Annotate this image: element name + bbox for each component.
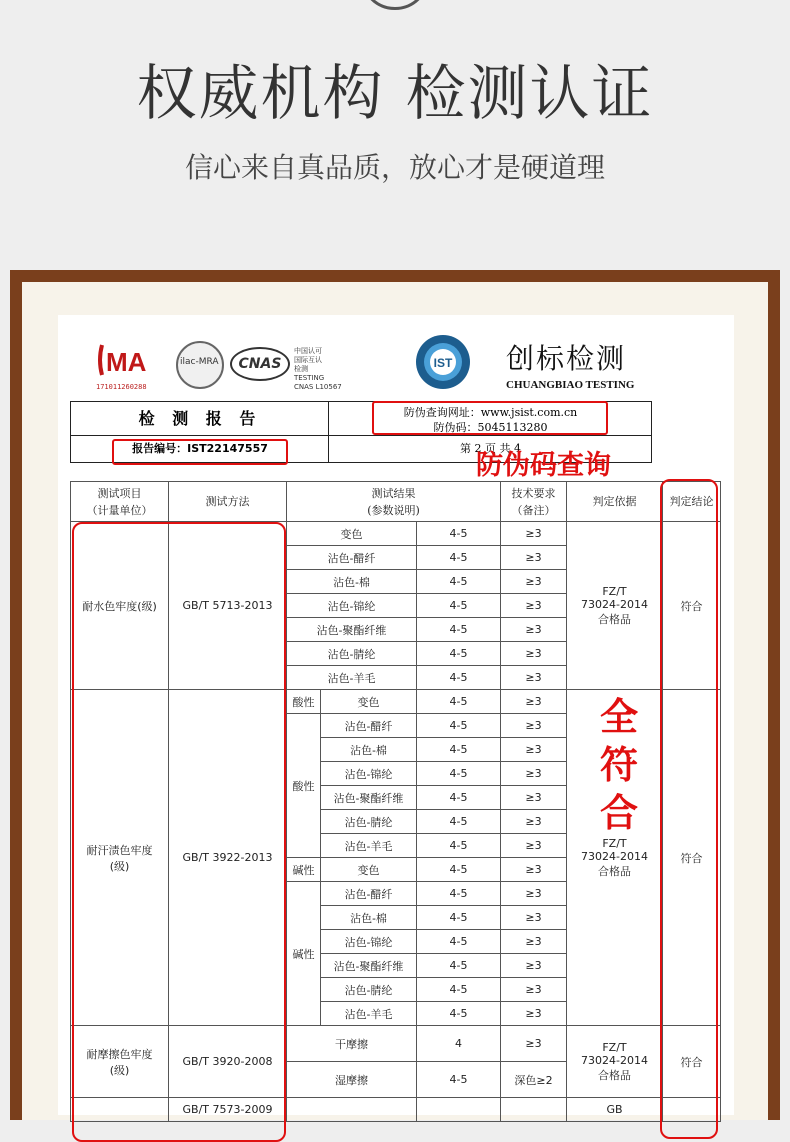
test-item-cell: 耐水色牢度(级) (71, 522, 169, 690)
requirement-cell: 深色≥2 (501, 1062, 567, 1098)
test-item-cell: 耐摩擦色牢度 (级) (71, 1026, 169, 1098)
requirement-cell: ≥3 (501, 522, 567, 546)
param-cell: 沾色-聚酯纤维 (321, 786, 417, 810)
cma-number: 171011260288 (96, 383, 147, 391)
verdict-highlight-box (660, 479, 718, 1139)
requirement-cell: ≥3 (501, 666, 567, 690)
result-cell: 4-5 (417, 906, 501, 930)
verdict-cell: 符合 (663, 1026, 721, 1098)
report-title: 检 测 报 告 (71, 402, 329, 436)
verify-highlight-box (372, 401, 608, 435)
param-cell: 沾色-锦纶 (287, 594, 417, 618)
requirement-cell: ≥3 (501, 978, 567, 1002)
result-cell: 4-5 (417, 810, 501, 834)
verify-code: 防伪码：5045113280 (433, 421, 548, 434)
test-item-cell: 耐汗渍色牢度 (级) (71, 690, 169, 1026)
test-method-cell: GB/T 3922-2013 (169, 690, 287, 1026)
basis-cell: FZ/T 73024-2014 合格品 (567, 522, 663, 690)
ist-logo-text: IST (433, 356, 453, 370)
requirement-cell: ≥3 (501, 714, 567, 738)
verdict-cell: 符合 (663, 522, 721, 690)
requirement-cell: ≥3 (501, 834, 567, 858)
param-cell: 沾色-腈纶 (287, 642, 417, 666)
param-cell: 干摩擦 (287, 1026, 417, 1062)
result-cell: 4-5 (417, 570, 501, 594)
col-header-item: 测试项目 （计量单位） (71, 482, 169, 522)
col-header-result: 测试结果 (参数说明) (287, 482, 501, 522)
ilac-logo-text: ilac-MRA (180, 357, 219, 367)
requirement-cell: ≥3 (501, 1002, 567, 1026)
requirement-cell: ≥3 (501, 594, 567, 618)
brand-name: 创标检测 (506, 342, 627, 375)
col-header-requirement: 技术要求 （备注） (501, 482, 567, 522)
param-cell: 变色 (287, 522, 417, 546)
requirement-cell: ≥3 (501, 786, 567, 810)
result-cell: 4-5 (417, 738, 501, 762)
report-number-highlight-box (112, 439, 288, 465)
result-cell: 4-5 (417, 666, 501, 690)
col-header-method: 测试方法 (169, 482, 287, 522)
requirement-cell: ≥3 (501, 618, 567, 642)
requirement-cell: ≥3 (501, 570, 567, 594)
top-ornament-circle (360, 0, 430, 10)
ist-logo-icon (414, 333, 472, 391)
param-cell: 沾色-羊毛 (321, 1002, 417, 1026)
page-subheadline: 信心来自真品质，放心才是硬道理 (184, 151, 605, 184)
param-cell: 沾色-棉 (287, 570, 417, 594)
test-method-cell: GB/T 5713-2013 (169, 522, 287, 690)
cnas-caption: 中国认可 国际互认 检测 TESTING CNAS L10567 (294, 347, 342, 391)
param-cell: 沾色-腈纶 (321, 810, 417, 834)
result-cell (417, 1098, 501, 1122)
requirement-cell: ≥3 (501, 810, 567, 834)
result-cell: 4-5 (417, 786, 501, 810)
group-label-cell: 碱性 (287, 858, 321, 882)
result-cell: 4-5 (417, 762, 501, 786)
param-cell (287, 1098, 417, 1122)
requirement-cell: ≥3 (501, 690, 567, 714)
result-cell: 4-5 (417, 642, 501, 666)
cma-logo-text: MA (106, 347, 147, 377)
requirement-cell: ≥3 (501, 738, 567, 762)
report-number: 报告编号：IST22147557 (132, 442, 268, 455)
requirement-cell: ≥3 (501, 930, 567, 954)
result-cell: 4-5 (417, 930, 501, 954)
result-cell: 4-5 (417, 546, 501, 570)
group-label-cell: 酸性 (287, 714, 321, 858)
result-cell: 4-5 (417, 1002, 501, 1026)
result-cell: 4-5 (417, 618, 501, 642)
param-cell: 沾色-聚酯纤维 (321, 954, 417, 978)
requirement-cell (501, 1098, 567, 1122)
param-cell: 湿摩擦 (287, 1062, 417, 1098)
param-cell: 变色 (321, 690, 417, 714)
param-cell: 沾色-醋纤 (321, 882, 417, 906)
requirement-cell: ≥3 (501, 1026, 567, 1062)
result-cell: 4-5 (417, 594, 501, 618)
param-cell: 沾色-醋纤 (287, 546, 417, 570)
result-cell: 4 (417, 1026, 501, 1062)
col-header-verdict: 判定结论 (663, 482, 721, 522)
logo-row (58, 325, 734, 395)
basis-cell: FZ/T 73024-2014 合格品 (567, 690, 663, 1026)
requirement-cell: ≥3 (501, 762, 567, 786)
requirement-cell: ≥3 (501, 858, 567, 882)
requirement-cell: ≥3 (501, 546, 567, 570)
basis-cell: GB (567, 1098, 663, 1122)
result-cell: 4-5 (417, 954, 501, 978)
result-cell: 4-5 (417, 714, 501, 738)
cma-logo-icon (96, 341, 166, 379)
param-cell: 沾色-羊毛 (287, 666, 417, 690)
result-cell: 4-5 (417, 690, 501, 714)
param-cell: 沾色-醋纤 (321, 714, 417, 738)
col-header-basis: 判定依据 (567, 482, 663, 522)
basis-cell: FZ/T 73024-2014 合格品 (567, 1026, 663, 1098)
requirement-cell: ≥3 (501, 642, 567, 666)
test-method-cell: GB/T 7573-2009 (169, 1098, 287, 1122)
verify-site: 防伪查询网址：www.jsist.com.cn (403, 406, 578, 419)
requirement-cell: ≥3 (501, 882, 567, 906)
items-highlight-box (72, 522, 286, 1142)
param-cell: 沾色-棉 (321, 906, 417, 930)
param-cell: 沾色-棉 (321, 738, 417, 762)
page-headline: 权威机构 检测认证 (136, 59, 654, 129)
result-cell: 4-5 (417, 522, 501, 546)
group-label-cell: 碱性 (287, 882, 321, 1026)
table-header-row (71, 482, 721, 522)
verdict-cell: 符合 (663, 690, 721, 1026)
requirement-cell: ≥3 (501, 954, 567, 978)
all-pass-callout: 全 符 合 (599, 695, 638, 835)
result-cell: 4-5 (417, 834, 501, 858)
result-cell: 4-5 (417, 858, 501, 882)
param-cell: 沾色-锦纶 (321, 762, 417, 786)
param-cell: 沾色-羊毛 (321, 834, 417, 858)
test-method-cell: GB/T 3920-2008 (169, 1026, 287, 1098)
param-cell: 沾色-锦纶 (321, 930, 417, 954)
anticounterfeit-callout: 防伪码查询 (476, 450, 611, 481)
param-cell: 沾色-腈纶 (321, 978, 417, 1002)
result-cell: 4-5 (417, 882, 501, 906)
param-cell: 沾色-聚酯纤维 (287, 618, 417, 642)
param-cell: 变色 (321, 858, 417, 882)
result-cell: 4-5 (417, 1062, 501, 1098)
requirement-cell: ≥3 (501, 906, 567, 930)
brand-name-en: CHUANGBIAO TESTING (506, 379, 635, 391)
group-label-cell: 酸性 (287, 690, 321, 714)
cnas-logo-icon: CNAS (230, 347, 290, 381)
page-count: 第 2 页 共 4 (460, 442, 521, 455)
result-cell: 4-5 (417, 978, 501, 1002)
report-paper (58, 315, 734, 1115)
